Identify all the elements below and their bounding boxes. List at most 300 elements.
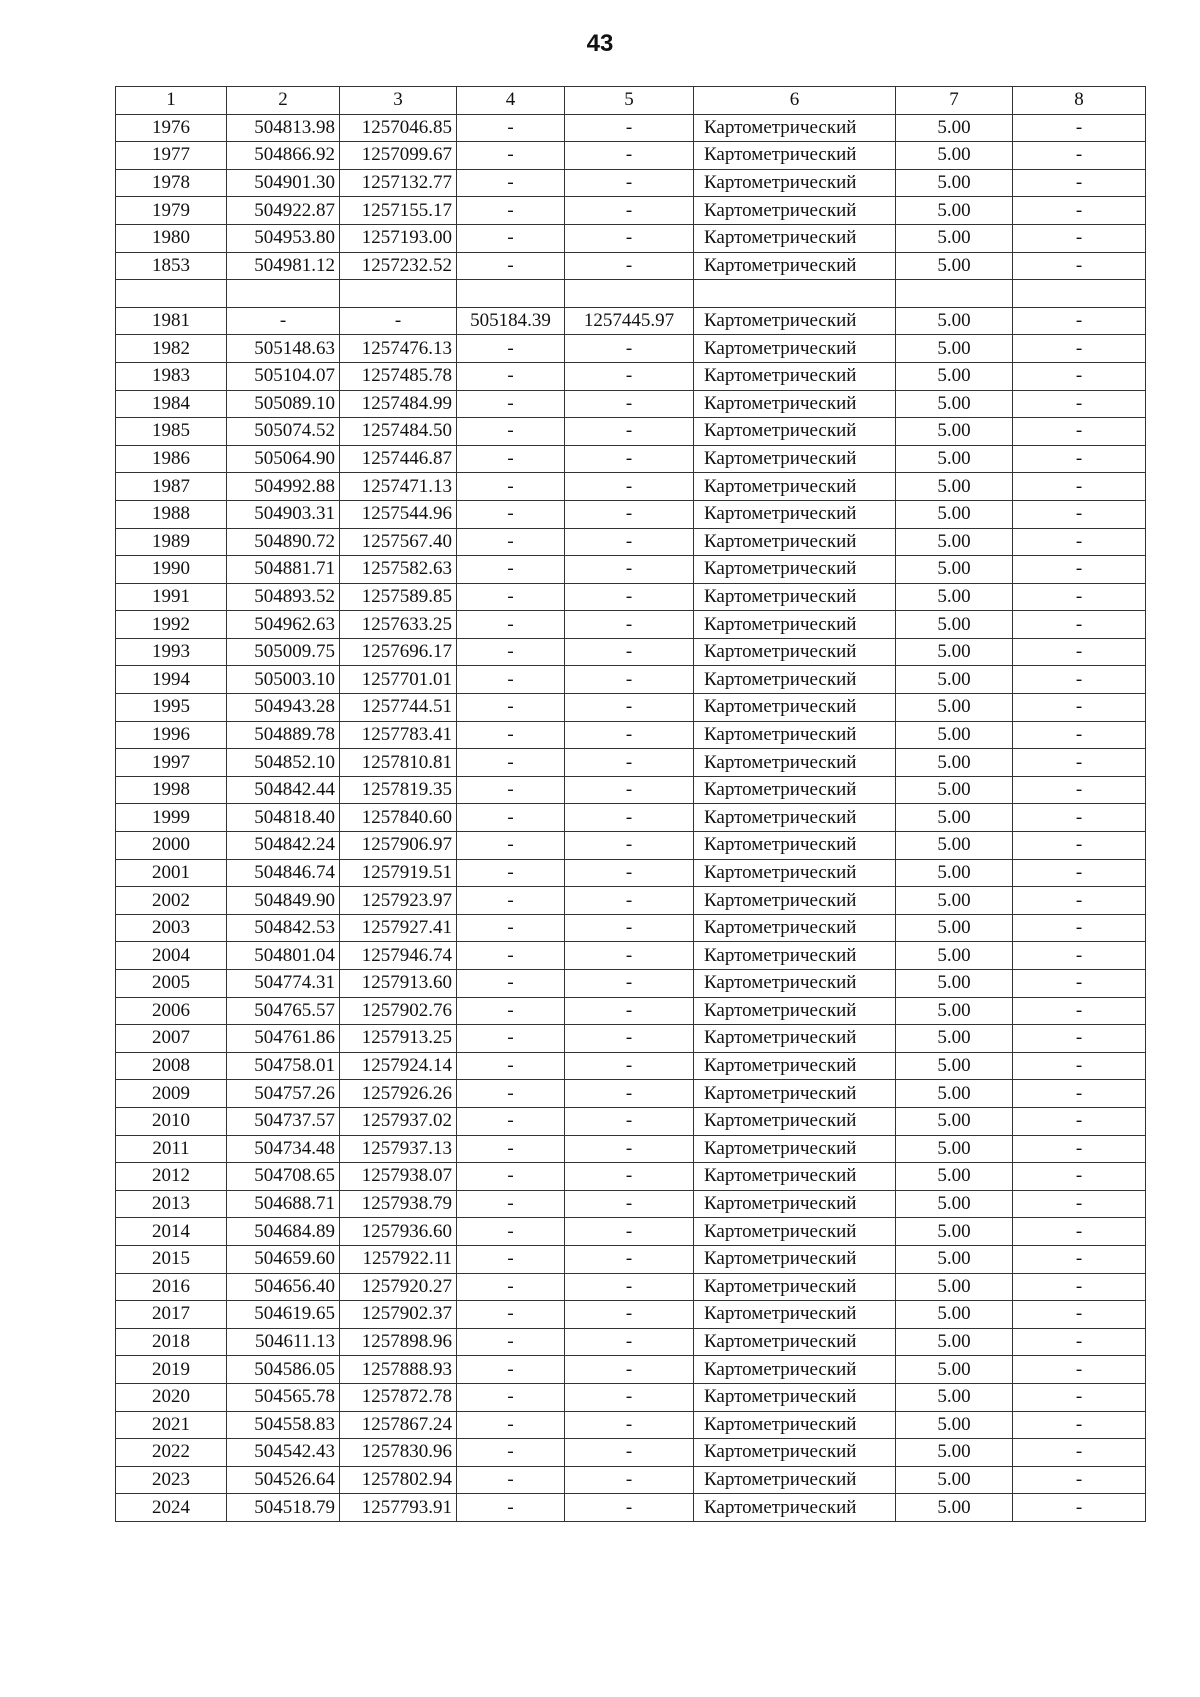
- table-cell: Картометрический: [694, 1356, 896, 1384]
- table-cell: 504619.65: [227, 1301, 340, 1329]
- table-cell: 1985: [116, 418, 227, 446]
- table-cell: Картометрический: [694, 1466, 896, 1494]
- table-cell: 504734.48: [227, 1135, 340, 1163]
- table-cell: [457, 280, 565, 308]
- table-cell: -: [565, 1383, 694, 1411]
- table-cell: -: [1013, 1163, 1146, 1191]
- table-cell: Картометрический: [694, 942, 896, 970]
- table-cell: 2021: [116, 1411, 227, 1439]
- table-cell: -: [1013, 169, 1146, 197]
- table-row: [116, 307, 1146, 335]
- table-cell: -: [457, 1163, 565, 1191]
- table-cell: -: [565, 638, 694, 666]
- table-row: [116, 1163, 1146, 1191]
- table-cell: -: [457, 335, 565, 363]
- table-cell: -: [1013, 418, 1146, 446]
- table-row: [116, 970, 1146, 998]
- table-cell: -: [1013, 694, 1146, 722]
- table-cell: 1978: [116, 169, 227, 197]
- table-row: [116, 500, 1146, 528]
- table-row: [116, 114, 1146, 142]
- table-cell: 5.00: [896, 224, 1013, 252]
- table-cell: [340, 280, 457, 308]
- table-cell: 505089.10: [227, 390, 340, 418]
- table-cell: -: [457, 1411, 565, 1439]
- table-cell: -: [565, 1356, 694, 1384]
- table-cell: 1257445.97: [565, 307, 694, 335]
- table-cell: -: [457, 142, 565, 170]
- table-cell: -: [457, 749, 565, 777]
- table-cell: 504890.72: [227, 528, 340, 556]
- table-row: [116, 887, 1146, 915]
- table-cell: -: [457, 224, 565, 252]
- table-cell: 504846.74: [227, 859, 340, 887]
- table-cell: 504852.10: [227, 749, 340, 777]
- column-header: 3: [340, 87, 457, 115]
- table-cell: 504881.71: [227, 556, 340, 584]
- table-cell: Картометрический: [694, 1218, 896, 1246]
- table-cell: -: [457, 914, 565, 942]
- table-cell: 504761.86: [227, 1025, 340, 1053]
- table-cell: 2001: [116, 859, 227, 887]
- table-cell: Картометрический: [694, 638, 896, 666]
- table-cell: -: [457, 197, 565, 225]
- table-cell: -: [457, 1273, 565, 1301]
- table-cell: 5.00: [896, 859, 1013, 887]
- table-cell: 505003.10: [227, 666, 340, 694]
- table-cell: 2010: [116, 1107, 227, 1135]
- table-cell: 2013: [116, 1190, 227, 1218]
- table-cell: 5.00: [896, 362, 1013, 390]
- table-cell: 504901.30: [227, 169, 340, 197]
- table-cell: 504893.52: [227, 583, 340, 611]
- table-cell: 1987: [116, 473, 227, 501]
- table-cell: 2023: [116, 1466, 227, 1494]
- table-cell: -: [457, 1301, 565, 1329]
- table-cell: -: [1013, 887, 1146, 915]
- table-cell: -: [565, 1052, 694, 1080]
- table-cell: Картометрический: [694, 390, 896, 418]
- table-cell: 1257783.41: [340, 721, 457, 749]
- table-cell: -: [1013, 1107, 1146, 1135]
- table-cell: 5.00: [896, 1052, 1013, 1080]
- table-cell: 504542.43: [227, 1439, 340, 1467]
- table-cell: -: [565, 859, 694, 887]
- table-cell: 1257927.41: [340, 914, 457, 942]
- table-cell: -: [457, 1494, 565, 1522]
- table-cell: -: [565, 224, 694, 252]
- table-cell: -: [1013, 583, 1146, 611]
- table-cell: 504801.04: [227, 942, 340, 970]
- table-cell: Картометрический: [694, 1273, 896, 1301]
- table-cell: -: [457, 942, 565, 970]
- table-cell: 5.00: [896, 252, 1013, 280]
- table-row: [116, 1107, 1146, 1135]
- table-row: [116, 721, 1146, 749]
- table-row: [116, 1411, 1146, 1439]
- table-cell: 5.00: [896, 1218, 1013, 1246]
- table-cell: 1257633.25: [340, 611, 457, 639]
- table-cell: 505184.39: [457, 307, 565, 335]
- table-cell: -: [1013, 1190, 1146, 1218]
- table-cell: -: [565, 1025, 694, 1053]
- table-cell: 5.00: [896, 970, 1013, 998]
- table-row: [116, 694, 1146, 722]
- table-cell: -: [1013, 362, 1146, 390]
- table-cell: 504922.87: [227, 197, 340, 225]
- table-cell: -: [457, 1439, 565, 1467]
- table-cell: -: [457, 638, 565, 666]
- table-cell: 5.00: [896, 1107, 1013, 1135]
- table-cell: -: [1013, 638, 1146, 666]
- table-cell: Картометрический: [694, 887, 896, 915]
- table-row: [116, 528, 1146, 556]
- table-cell: Картометрический: [694, 1328, 896, 1356]
- table-cell: 504842.53: [227, 914, 340, 942]
- table-cell: -: [565, 114, 694, 142]
- table-cell: 1257867.24: [340, 1411, 457, 1439]
- table-cell: -: [1013, 1383, 1146, 1411]
- table-cell: -: [565, 914, 694, 942]
- table-cell: [694, 280, 896, 308]
- table-cell: Картометрический: [694, 169, 896, 197]
- table-cell: 1257922.11: [340, 1245, 457, 1273]
- table-cell: Картометрический: [694, 335, 896, 363]
- table-cell: Картометрический: [694, 197, 896, 225]
- table-cell: 5.00: [896, 1356, 1013, 1384]
- table-cell: -: [565, 473, 694, 501]
- table-row: [116, 224, 1146, 252]
- table-cell: 504813.98: [227, 114, 340, 142]
- table-cell: 1257830.96: [340, 1439, 457, 1467]
- table-cell: [116, 280, 227, 308]
- table-cell: 5.00: [896, 556, 1013, 584]
- table-cell: 5.00: [896, 776, 1013, 804]
- table-cell: -: [1013, 1494, 1146, 1522]
- table-cell: -: [565, 721, 694, 749]
- table-cell: 504818.40: [227, 804, 340, 832]
- table-cell: Картометрический: [694, 997, 896, 1025]
- table-cell: 504518.79: [227, 1494, 340, 1522]
- table-cell: 1257840.60: [340, 804, 457, 832]
- table-cell: 504842.24: [227, 832, 340, 860]
- table-cell: Картометрический: [694, 473, 896, 501]
- table-cell: -: [1013, 1135, 1146, 1163]
- table-cell: 1257937.02: [340, 1107, 457, 1135]
- table-row: [116, 252, 1146, 280]
- table-cell: 5.00: [896, 473, 1013, 501]
- table-cell: -: [1013, 307, 1146, 335]
- table-cell: 504558.83: [227, 1411, 340, 1439]
- table-cell: -: [1013, 1025, 1146, 1053]
- table-cell: -: [457, 1218, 565, 1246]
- table-row: [116, 362, 1146, 390]
- table-cell: -: [565, 1301, 694, 1329]
- table-cell: 5.00: [896, 445, 1013, 473]
- table-cell: -: [565, 335, 694, 363]
- table-cell: 1257924.14: [340, 1052, 457, 1080]
- table-cell: 504903.31: [227, 500, 340, 528]
- table-cell: 2012: [116, 1163, 227, 1191]
- table-cell: 5.00: [896, 500, 1013, 528]
- table-cell: -: [1013, 666, 1146, 694]
- table-cell: -: [1013, 942, 1146, 970]
- table-row: [116, 804, 1146, 832]
- table-cell: -: [565, 694, 694, 722]
- table-cell: -: [1013, 721, 1146, 749]
- table-row: [116, 638, 1146, 666]
- table-cell: -: [565, 970, 694, 998]
- table-cell: 5.00: [896, 804, 1013, 832]
- table-cell: -: [1013, 859, 1146, 887]
- table-cell: Картометрический: [694, 694, 896, 722]
- table-cell: -: [565, 887, 694, 915]
- table-cell: 504586.05: [227, 1356, 340, 1384]
- table-cell: -: [565, 1190, 694, 1218]
- table-cell: -: [457, 1080, 565, 1108]
- table-cell: 504866.92: [227, 142, 340, 170]
- table-cell: Картометрический: [694, 970, 896, 998]
- table-cell: -: [565, 749, 694, 777]
- header-row: [116, 87, 1146, 115]
- table-row: [116, 1439, 1146, 1467]
- table-cell: -: [457, 528, 565, 556]
- table-cell: -: [457, 1107, 565, 1135]
- table-cell: 1257744.51: [340, 694, 457, 722]
- table-cell: 2016: [116, 1273, 227, 1301]
- table-cell: -: [565, 1466, 694, 1494]
- table-cell: Картометрический: [694, 583, 896, 611]
- coordinates-table: [115, 86, 1146, 1522]
- table-body: [116, 114, 1146, 1521]
- table-cell: 2003: [116, 914, 227, 942]
- table-cell: -: [1013, 1328, 1146, 1356]
- table-row: [116, 832, 1146, 860]
- table-cell: -: [1013, 335, 1146, 363]
- table-cell: -: [1013, 611, 1146, 639]
- table-row: [116, 1383, 1146, 1411]
- table-cell: 1257696.17: [340, 638, 457, 666]
- table-cell: -: [457, 169, 565, 197]
- table-row: [116, 583, 1146, 611]
- table-cell: 1996: [116, 721, 227, 749]
- table-cell: -: [565, 1080, 694, 1108]
- table-cell: 505074.52: [227, 418, 340, 446]
- table-cell: -: [1013, 1273, 1146, 1301]
- column-header: 1: [116, 87, 227, 115]
- table-cell: 5.00: [896, 832, 1013, 860]
- table-cell: -: [1013, 997, 1146, 1025]
- table-cell: -: [1013, 1052, 1146, 1080]
- table-cell: -: [1013, 1356, 1146, 1384]
- table-cell: 504842.44: [227, 776, 340, 804]
- table-cell: -: [565, 1245, 694, 1273]
- table-cell: [896, 280, 1013, 308]
- table-cell: -: [565, 556, 694, 584]
- table-cell: -: [457, 252, 565, 280]
- table-cell: -: [1013, 556, 1146, 584]
- table-cell: 1990: [116, 556, 227, 584]
- table-cell: 1257589.85: [340, 583, 457, 611]
- table-cell: 2007: [116, 1025, 227, 1053]
- table-cell: 1257913.60: [340, 970, 457, 998]
- table-cell: Картометрический: [694, 224, 896, 252]
- table-cell: 5.00: [896, 1301, 1013, 1329]
- table-row: [116, 169, 1146, 197]
- table-cell: -: [565, 1163, 694, 1191]
- table-cell: 504953.80: [227, 224, 340, 252]
- table-cell: 5.00: [896, 528, 1013, 556]
- table-cell: 5.00: [896, 197, 1013, 225]
- table-cell: 1981: [116, 307, 227, 335]
- table-cell: 1257476.13: [340, 335, 457, 363]
- table-cell: -: [227, 307, 340, 335]
- table-cell: -: [457, 1245, 565, 1273]
- table-cell: 1257810.81: [340, 749, 457, 777]
- table-cell: 1982: [116, 335, 227, 363]
- table-cell: -: [457, 390, 565, 418]
- table-cell: 1257906.97: [340, 832, 457, 860]
- table-cell: Картометрический: [694, 500, 896, 528]
- table-cell: -: [457, 473, 565, 501]
- table-cell: -: [565, 1107, 694, 1135]
- table-cell: 504659.60: [227, 1245, 340, 1273]
- table-cell: 5.00: [896, 914, 1013, 942]
- table-cell: -: [565, 418, 694, 446]
- table-cell: 1989: [116, 528, 227, 556]
- table-cell: 1257923.97: [340, 887, 457, 915]
- table-cell: 505009.75: [227, 638, 340, 666]
- table-cell: 1853: [116, 252, 227, 280]
- table-cell: 5.00: [896, 1190, 1013, 1218]
- table-cell: 2009: [116, 1080, 227, 1108]
- table-cell: -: [1013, 1411, 1146, 1439]
- table-cell: Картометрический: [694, 1383, 896, 1411]
- table-cell: -: [457, 721, 565, 749]
- table-cell: 1257046.85: [340, 114, 457, 142]
- table-cell: 5.00: [896, 694, 1013, 722]
- table-cell: Картометрический: [694, 362, 896, 390]
- table-cell: Картометрический: [694, 1411, 896, 1439]
- table-cell: 5.00: [896, 749, 1013, 777]
- table-cell: 504708.65: [227, 1163, 340, 1191]
- table-row: [116, 445, 1146, 473]
- table-row: [116, 859, 1146, 887]
- table-cell: 5.00: [896, 583, 1013, 611]
- table-cell: 1994: [116, 666, 227, 694]
- table-cell: 2020: [116, 1383, 227, 1411]
- table-cell: 1257926.26: [340, 1080, 457, 1108]
- table-cell: 2005: [116, 970, 227, 998]
- table-cell: 504758.01: [227, 1052, 340, 1080]
- table-cell: 1257938.79: [340, 1190, 457, 1218]
- table-row: [116, 1466, 1146, 1494]
- table-row: [116, 1218, 1146, 1246]
- table-cell: -: [565, 169, 694, 197]
- table-cell: 1257544.96: [340, 500, 457, 528]
- table-cell: -: [565, 1135, 694, 1163]
- table-cell: -: [1013, 390, 1146, 418]
- table-cell: 2002: [116, 887, 227, 915]
- table-cell: -: [1013, 776, 1146, 804]
- table-cell: -: [565, 1439, 694, 1467]
- table-cell: 1257802.94: [340, 1466, 457, 1494]
- table-cell: Картометрический: [694, 528, 896, 556]
- table-cell: -: [457, 1328, 565, 1356]
- table-cell: Картометрический: [694, 307, 896, 335]
- table-cell: 1257485.78: [340, 362, 457, 390]
- table-cell: 5.00: [896, 721, 1013, 749]
- table-cell: 2000: [116, 832, 227, 860]
- table-cell: -: [457, 970, 565, 998]
- table-row: [116, 335, 1146, 363]
- table-cell: -: [457, 1356, 565, 1384]
- table-cell: 5.00: [896, 142, 1013, 170]
- table-cell: 2008: [116, 1052, 227, 1080]
- table-row: [116, 1494, 1146, 1522]
- table-cell: [227, 280, 340, 308]
- table-row: [116, 556, 1146, 584]
- table-cell: 1257484.99: [340, 390, 457, 418]
- table-cell: 5.00: [896, 1080, 1013, 1108]
- table-cell: -: [1013, 445, 1146, 473]
- table-row: [116, 1052, 1146, 1080]
- table-cell: -: [565, 528, 694, 556]
- table-row: [116, 942, 1146, 970]
- table-cell: Картометрический: [694, 804, 896, 832]
- table-row: [116, 1301, 1146, 1329]
- table-cell: Картометрический: [694, 418, 896, 446]
- table-cell: -: [457, 445, 565, 473]
- table-cell: 1984: [116, 390, 227, 418]
- column-header: 5: [565, 87, 694, 115]
- table-cell: 1257946.74: [340, 942, 457, 970]
- table-cell: Картометрический: [694, 1025, 896, 1053]
- table-cell: -: [457, 776, 565, 804]
- table-cell: 5.00: [896, 666, 1013, 694]
- table-cell: 1257872.78: [340, 1383, 457, 1411]
- table-cell: 5.00: [896, 1163, 1013, 1191]
- table-row: [116, 666, 1146, 694]
- table-cell: Картометрический: [694, 1080, 896, 1108]
- table-cell: Картометрический: [694, 1494, 896, 1522]
- table-cell: 1977: [116, 142, 227, 170]
- table-cell: 2019: [116, 1356, 227, 1384]
- table-cell: -: [565, 942, 694, 970]
- table-cell: 1983: [116, 362, 227, 390]
- column-header: 4: [457, 87, 565, 115]
- table-cell: 505064.90: [227, 445, 340, 473]
- table-cell: Картометрический: [694, 1135, 896, 1163]
- table-cell: Картометрический: [694, 1052, 896, 1080]
- table-cell: 5.00: [896, 1328, 1013, 1356]
- table-cell: -: [1013, 473, 1146, 501]
- table-cell: -: [457, 694, 565, 722]
- table-cell: 1257902.76: [340, 997, 457, 1025]
- table-cell: Картометрический: [694, 252, 896, 280]
- table-cell: 2004: [116, 942, 227, 970]
- table-cell: -: [565, 1218, 694, 1246]
- table-cell: 504757.26: [227, 1080, 340, 1108]
- table-cell: 504943.28: [227, 694, 340, 722]
- table-cell: -: [457, 418, 565, 446]
- table-cell: -: [457, 583, 565, 611]
- table-cell: -: [1013, 528, 1146, 556]
- table-cell: 504684.89: [227, 1218, 340, 1246]
- table-row: [116, 197, 1146, 225]
- table-row: [116, 997, 1146, 1025]
- table-cell: 1991: [116, 583, 227, 611]
